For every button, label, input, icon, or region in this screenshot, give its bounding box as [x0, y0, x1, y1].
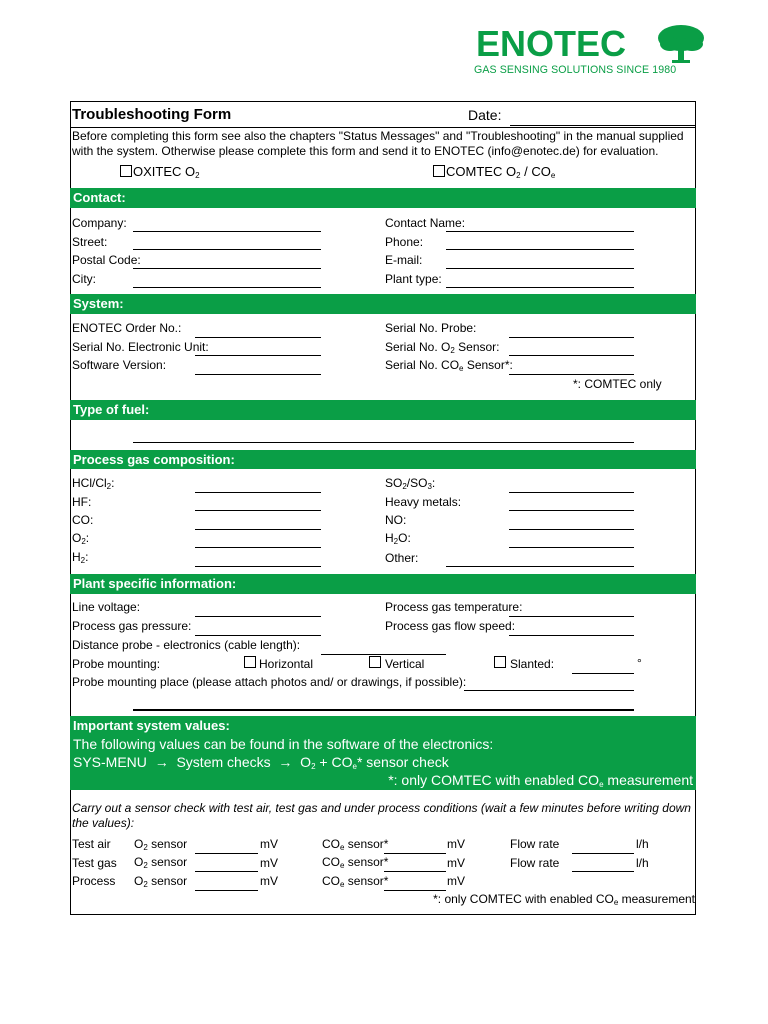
- test-gas-co-field[interactable]: [384, 871, 446, 872]
- co-sensor-label: $CO_e$ sensor*: [322, 855, 389, 870]
- sensor-check-instruction: Carry out a sensor check with test air, test gas and under process conditions (wait a few minutes before writing down the values):: [72, 801, 691, 830]
- co-field[interactable]: [195, 529, 321, 530]
- mv-unit: mV: [260, 837, 278, 851]
- h2-label: $H_2$:: [72, 550, 89, 565]
- mv-unit: mV: [447, 837, 465, 851]
- street-field[interactable]: [133, 249, 321, 250]
- system-values-heading: Important system values:: [70, 716, 696, 735]
- fuel-field[interactable]: [133, 442, 634, 443]
- co-sensor-label: $CO_e$ sensor*: [322, 837, 389, 852]
- h2-field[interactable]: [195, 566, 321, 567]
- comtec-checkbox[interactable]: [433, 165, 445, 177]
- so-label: $SO_2/SO_3$:: [385, 476, 436, 491]
- test-air-flow-field[interactable]: [572, 853, 634, 854]
- serial-o2-sensor-label: Serial No. $O_2$ Sensor:: [385, 340, 500, 355]
- mv-unit: mV: [260, 856, 278, 870]
- hf-label: HF:: [72, 495, 92, 509]
- enotec-tagline: GAS SENSING SOLUTIONS SINCE 1980: [474, 64, 677, 76]
- o2-sensor-label: $O_2$ sensor: [134, 874, 188, 889]
- hcl-field[interactable]: [195, 492, 321, 493]
- other-label: Other:: [385, 551, 419, 565]
- serial-co-sensor-field[interactable]: [509, 374, 634, 375]
- serial-probe-field[interactable]: [509, 337, 634, 338]
- no-label: NO:: [385, 513, 407, 527]
- date-field[interactable]: [510, 125, 696, 126]
- gas-pressure-label: Process gas pressure:: [72, 619, 192, 633]
- hcl-label: HCl/$Cl_2$:: [72, 476, 115, 491]
- vertical-label: Vertical: [385, 657, 425, 671]
- fuel-heading: Type of fuel:: [70, 400, 696, 420]
- line-voltage-field[interactable]: [195, 616, 321, 617]
- email-label: E-mail:: [385, 253, 423, 267]
- other-field[interactable]: [446, 566, 634, 567]
- flow-rate-label: Flow rate: [510, 837, 560, 851]
- heavy-metals-field[interactable]: [509, 510, 634, 511]
- row-label: Test gas: [72, 856, 117, 870]
- slanted-label: Slanted:: [510, 657, 555, 671]
- serial-o2-sensor-field[interactable]: [509, 355, 634, 356]
- gas-pressure-field[interactable]: [195, 635, 321, 636]
- mounting-place-label: Probe mounting place (please attach photos and/ or drawings, if possible):: [72, 675, 467, 689]
- postal-code-field[interactable]: [133, 268, 321, 269]
- h2o-label: $H_2O$:: [385, 531, 411, 546]
- gas-temperature-field[interactable]: [509, 616, 634, 617]
- gas-temperature-label: Process gas temperature:: [385, 600, 523, 614]
- row-label: Process: [72, 874, 116, 888]
- comtec-only-note: *: COMTEC only: [573, 377, 662, 391]
- form-title: Troubleshooting Form: [72, 106, 232, 123]
- enotec-logo-text: ENOTEC: [476, 23, 627, 64]
- test-air-o2-field[interactable]: [195, 853, 258, 854]
- street-label: Street:: [72, 235, 108, 249]
- o2-label: $O_2$:: [72, 531, 90, 546]
- hf-field[interactable]: [195, 510, 321, 511]
- slanted-angle-field[interactable]: [572, 673, 634, 674]
- oxitec-option-label: OXITEC $O_2$: [133, 164, 200, 180]
- arrow-icon: →: [278, 754, 293, 770]
- o2-field[interactable]: [195, 547, 321, 548]
- vertical-checkbox[interactable]: [369, 656, 381, 668]
- arrow-icon: →: [154, 754, 169, 770]
- contact-heading: Contact:: [70, 188, 696, 208]
- mounting-place-field-2[interactable]: [133, 709, 634, 711]
- flow-rate-label: Flow rate: [510, 856, 560, 870]
- postal-code-label: Postal Code:: [72, 253, 141, 267]
- gas-flow-speed-label: Process gas flow speed:: [385, 619, 516, 633]
- flow-unit: l/h: [636, 856, 649, 870]
- values-comtec-note: *: only COMTEC with enabled $CO_e$ measurement: [388, 772, 693, 789]
- test-gas-o2-field[interactable]: [195, 871, 258, 872]
- heavy-metals-label: Heavy metals:: [385, 495, 462, 509]
- mv-unit: mV: [260, 874, 278, 888]
- phone-label: Phone:: [385, 235, 424, 249]
- no-field[interactable]: [509, 529, 634, 530]
- test-air-co-field[interactable]: [384, 853, 446, 854]
- gas-flow-speed-field[interactable]: [509, 635, 634, 636]
- intro-text: Before completing this form see also the chapters "Status Messages" and "Troubleshooting" in the manual supplied with the system. Otherwise please complete this form and send it to ENOTEC (info@enotec.de) for evaluation.: [72, 129, 684, 158]
- plant-type-label: Plant type:: [385, 272, 442, 286]
- date-label: Date:: [468, 107, 502, 123]
- system-values-info-box: [70, 735, 696, 790]
- city-field[interactable]: [133, 287, 321, 288]
- slanted-checkbox[interactable]: [494, 656, 506, 668]
- serial-probe-label: Serial No. Probe:: [385, 321, 477, 335]
- plant-type-field[interactable]: [446, 287, 634, 288]
- probe-mounting-label: Probe mounting:: [72, 657, 161, 671]
- oxitec-checkbox[interactable]: [120, 165, 132, 177]
- distance-field[interactable]: [321, 654, 446, 655]
- serial-co-sensor-label: Serial No. $CO_e$ Sensor*:: [385, 358, 513, 373]
- software-version-field[interactable]: [195, 374, 321, 375]
- system-heading: System:: [70, 294, 696, 314]
- order-no-field[interactable]: [195, 337, 321, 338]
- comtec-option-label: COMTEC $O_2 / CO_e$: [446, 164, 556, 180]
- phone-field[interactable]: [446, 249, 634, 250]
- company-label: Company:: [72, 216, 127, 230]
- flow-unit: l/h: [636, 837, 649, 851]
- so-field[interactable]: [509, 492, 634, 493]
- plant-info-heading: Plant specific information:: [70, 574, 696, 594]
- mounting-place-field-1[interactable]: [464, 690, 634, 691]
- company-field[interactable]: [133, 231, 321, 232]
- horizontal-checkbox[interactable]: [244, 656, 256, 668]
- values-menu-path: SYS-MENU → System checks → $O_2 + CO_e*$ sensor check: [73, 754, 449, 771]
- troubleshooting-form: [70, 101, 696, 915]
- contact-name-label: Contact Name:: [385, 216, 466, 230]
- o2-sensor-label: $O_2$ sensor: [134, 837, 188, 852]
- values-info-line: The following values can be found in the software of the electronics:: [73, 736, 494, 752]
- city-label: City:: [72, 272, 96, 286]
- order-no-label: ENOTEC Order No.:: [72, 321, 182, 335]
- tree-logo-icon: [656, 24, 706, 64]
- software-version-label: Software Version:: [72, 358, 167, 372]
- distance-label: Distance probe - electronics (cable length):: [72, 638, 301, 652]
- gas-composition-heading: Process gas composition:: [70, 450, 696, 469]
- line-voltage-label: Line voltage:: [72, 600, 141, 614]
- test-gas-flow-field[interactable]: [572, 871, 634, 872]
- footer-comtec-note: *: only COMTEC with enabled $CO_e$ measurement: [433, 892, 695, 907]
- process-co-field[interactable]: [384, 890, 446, 891]
- o2-sensor-label: $O_2$ sensor: [134, 855, 188, 870]
- co-label: CO:: [72, 513, 94, 527]
- row-label: Test air: [72, 837, 111, 851]
- serial-electronic-label: Serial No. Electronic Unit:: [72, 340, 209, 354]
- serial-electronic-field[interactable]: [195, 355, 321, 356]
- degree-symbol: °: [637, 656, 642, 670]
- co-sensor-label: $CO_e$ sensor*: [322, 874, 389, 889]
- mv-unit: mV: [447, 856, 465, 870]
- h2o-field[interactable]: [509, 547, 634, 548]
- contact-name-field[interactable]: [446, 231, 634, 232]
- horizontal-label: Horizontal: [259, 657, 314, 671]
- email-field[interactable]: [446, 268, 634, 269]
- mv-unit: mV: [447, 874, 465, 888]
- process-o2-field[interactable]: [195, 890, 258, 891]
